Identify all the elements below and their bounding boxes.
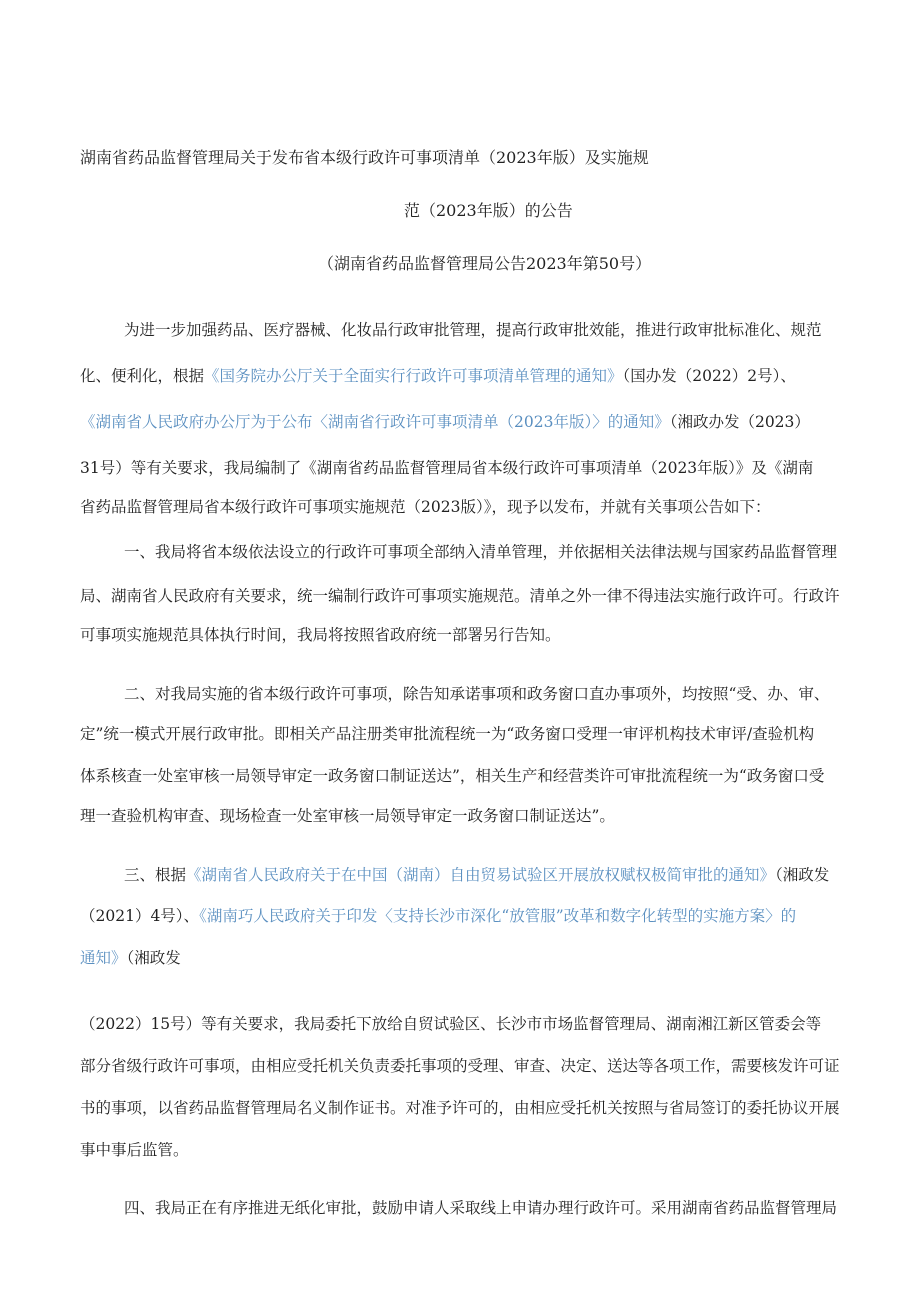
paragraph-line bbox=[80, 412, 810, 432]
text-span: （湘政发 bbox=[775, 866, 830, 884]
paragraph-line bbox=[80, 366, 796, 386]
paragraph-line: 书的事项，以省药品监督管理局名义制作证书。对准予许可的，由相应受托机关按照与省局签订的委托协议开展 bbox=[80, 1099, 840, 1117]
text-span: （湘政办发（2023） bbox=[669, 413, 810, 431]
paragraph-line: 局、湖南省人民政府有关要求，统一编制行政许可事项实施规范。清单之外一律不得违法实施行政许可。行政许 bbox=[80, 587, 840, 605]
free-trade-zone-notice-link[interactable]: 《湖南省人民政府关于在中国（湖南）自由贸易试验区开展放权赋权极简审批的通知》 bbox=[186, 866, 776, 884]
doc-title-line-1: 湖南省药品监督管理局关于发布省本级行政许可事项清单（2023年版）及实施规 bbox=[80, 148, 649, 167]
paragraph-line: 可事项实施规范具体执行时间，我局将按照省政府统一部署另行告知。 bbox=[80, 626, 561, 644]
paragraph-line: 为进一步加强药品、医疗器械、化妆品行政审批管理，提高行政审批效能，推进行政审批标准化、规范 bbox=[124, 321, 822, 339]
paragraph-line: （2022）15号）等有关要求，我局委托下放给自贸试验区、长沙市市场监督管理局、湖南湘江新区管委会等 bbox=[80, 1015, 822, 1033]
changsha-reform-notice-link[interactable]: 《湖南巧人民政府关于印发〈支持长沙市深化“放管服”改革和数字化转型的实施方案〉的 bbox=[199, 907, 797, 925]
paragraph-line: 体系核查一处室审核一局领导审定一政务窗口制证送达”，相关生产和经营类许可审批流程统一为“政务窗口受 bbox=[80, 767, 825, 785]
text-span: 三、根据 bbox=[124, 866, 187, 884]
doc-title-line-2: 范（2023年版）的公告 bbox=[404, 201, 573, 220]
paragraph-line: 事中事后监管。 bbox=[80, 1141, 189, 1159]
paragraph-line bbox=[80, 906, 796, 926]
state-council-notice-link[interactable]: 《国务院办公厅关于全面实行行政许可事项清单管理的通知》 bbox=[204, 367, 623, 385]
paragraph-line bbox=[80, 948, 181, 968]
paragraph-line: 四、我局正在有序推进无纸化审批，鼓励申请人采取线上申请办理行政许可。采用湖南省药品监督管理局 bbox=[124, 1199, 838, 1217]
text-span: （2021）4号）、 bbox=[80, 907, 200, 925]
text-span: （国办发（2022）2号）、 bbox=[622, 367, 796, 385]
provincial-office-notice-link[interactable]: 《湖南省人民政府办公厅为于公布〈湖南省行政许可事项清单（2023年版）〉的通知》 bbox=[80, 413, 670, 431]
changsha-reform-notice-link-cont[interactable]: 通知》 bbox=[80, 949, 127, 967]
doc-subtitle: （湖南省药品监督管理局公告2023年第50号） bbox=[318, 254, 652, 273]
paragraph-line: 一、我局将省本级依法设立的行政许可事项全部纳入清单管理，并依据相关法律法规与国家药品监督管理 bbox=[124, 543, 838, 561]
paragraph-line: 二、对我局实施的省本级行政许可事项，除告知承诺事项和政务窗口直办事项外，均按照“受、办、审、 bbox=[124, 685, 830, 703]
paragraph-line: 定”统一模式开展行政审批。即相关产品注册类审批流程统一为“政务窗口受理一审评机构技术审评/查验机构 bbox=[80, 725, 815, 743]
text-span: （湘政发 bbox=[126, 949, 181, 967]
text-span: 化、便利化，根据 bbox=[80, 367, 205, 385]
paragraph-line bbox=[124, 865, 829, 885]
paragraph-line: 理一查验机构审查、现场检查一处室审核一局领导审定一政务窗口制证送达”。 bbox=[80, 807, 615, 825]
paragraph-line: 31号）等有关要求，我局编制了《湖南省药品监督管理局省本级行政许可事项清单（2023年版）》及《湖南 bbox=[80, 459, 814, 477]
paragraph-line: 部分省级行政许可事项，由相应受托机关负责委托事项的受理、审查、决定、送达等各项工作，需要核发许可证 bbox=[80, 1057, 840, 1075]
paragraph-line: 省药品监督管理局省本级行政许可事项实施规范（2023版）》，现予以发布，并就有关事项公告如下： bbox=[80, 498, 771, 516]
